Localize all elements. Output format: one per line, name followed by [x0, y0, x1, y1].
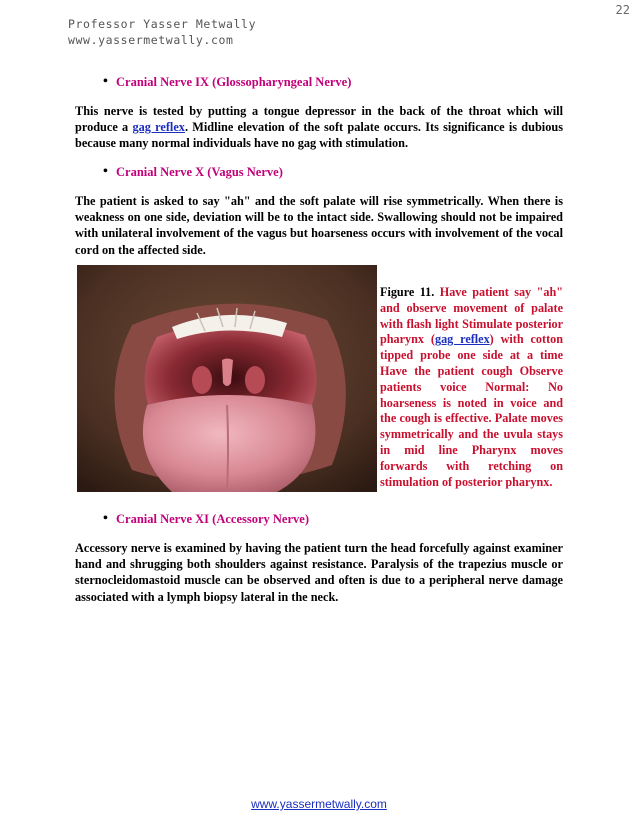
caption-gag-reflex-link[interactable]: gag reflex	[434, 332, 490, 347]
heading-cranial-nerve-ix: • Cranial Nerve IX (Glossopharyngeal Nerve)	[116, 75, 351, 90]
figure-caption	[380, 285, 563, 490]
figure-image	[77, 265, 377, 492]
caption-text-part1: Have patient say "ah" and observe movement of palate with flash light Stimulate posterior pharynx (	[380, 285, 563, 347]
caption-text-part2: ) with cotton tipped probe one side at a time Have the patient cough Observe patients voice Normal: No hoarseness is noted in voice and the cough is effective. Palate moves symmetrically and the uvula stays in mid line Pharynx moves forwards with retching on stimulation of posterior pharynx.	[380, 332, 563, 489]
header-website: www.yassermetwally.com	[68, 33, 234, 47]
page-header	[68, 16, 256, 48]
cn9-text-part2: . Midline elevation of the soft palate occurs. Its significance is dubious because many normal individuals have no gag with stimulation.	[75, 120, 563, 151]
page-number: 22	[615, 3, 630, 17]
figure-label: Figure 11.	[380, 285, 435, 299]
paragraph-cranial-nerve-xi: Accessory nerve is examined by having the patient turn the head forcefully against examiner hand and shrugging both shoulders against resistance. Paralysis of the trapezius muscle or sternocleidomastoid muscle can be observed and often is due to a peripheral nerve damage associated with a lymph biopsy lateral in the neck.	[75, 541, 563, 604]
footer-website-link[interactable]: www.yassermetwally.com	[251, 797, 387, 811]
paragraph-cranial-nerve-x: The patient is asked to say "ah" and the soft palate will rise symmetrically. When there is weakness on one side, deviation will be to the intact side. Swallowing should not be impaired with unilateral involvement of the vagus but hoarseness occurs with involvement of the vocal cord on the affected side.	[75, 194, 563, 257]
open-mouth-photo	[77, 265, 377, 492]
cn9-text-part1: This nerve is tested by putting a tongue depressor in the back of the throat which will produce a	[75, 104, 563, 135]
heading-cranial-nerve-x: • Cranial Nerve X (Vagus Nerve)	[116, 165, 283, 180]
heading-cranial-nerve-xi: • Cranial Nerve XI (Accessory Nerve)	[116, 512, 309, 527]
paragraph-cranial-nerve-ix	[75, 103, 563, 152]
header-author: Professor Yasser Metwally	[68, 17, 257, 31]
gag-reflex-link[interactable]: gag reflex	[132, 120, 185, 135]
